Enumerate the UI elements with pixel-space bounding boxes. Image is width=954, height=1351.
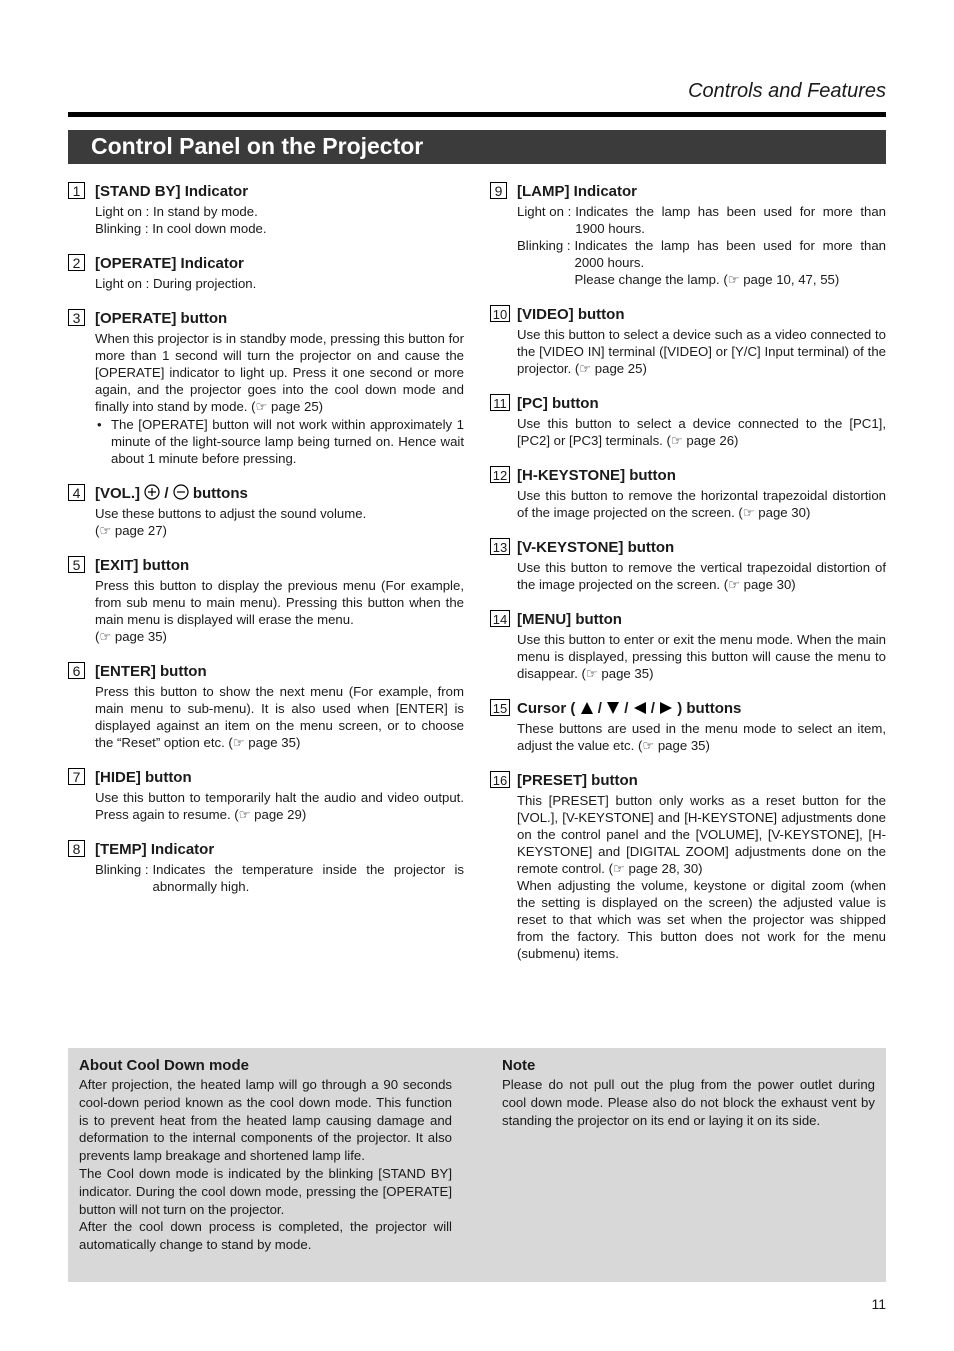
item-title: [ENTER] button xyxy=(95,663,207,680)
note-section xyxy=(502,1056,875,1129)
arrow-left-icon xyxy=(633,701,647,715)
item-title: [PRESET] button xyxy=(517,772,638,789)
item-vol-buttons xyxy=(68,484,464,539)
item-preset-button xyxy=(490,771,886,962)
item-body: This [PRESET] button only works as a reset button for the [VOL.], [V-KEYSTONE] and [H-KEYSTONE] adjustments done on the control panel and the [VOLUME], [V-KEYSTONE], [H-KEYSTONE] and [DIGITAL ZOOM] adjustments done on the remote control. (☞ page 28, 30) When adjusting the volume, keystone or digital zoom (when the setting is displayed on the screen) the adjusted value is reset to that which was set when the projector was shipped from the factory. This button does not work for the menu (submenu) items. xyxy=(517,793,886,961)
item-body: Use this button to select a device such as a video connected to the [VIDEO IN] terminal ([VIDEO] or [Y/C] Input terminal) of the projector. (☞ page 25) xyxy=(517,327,886,376)
cool-down-section xyxy=(79,1056,452,1254)
item-number: 10 xyxy=(490,305,510,322)
item-number: 14 xyxy=(490,610,510,627)
arrow-down-icon xyxy=(606,701,620,715)
item-standby-indicator xyxy=(68,182,464,237)
item-v-keystone-button xyxy=(490,538,886,593)
item-lamp-indicator xyxy=(490,182,886,288)
item-row: Blinking : Indicates the lamp has been used for more than 2000 hours. Please change the lamp. (☞ page 10, 47, 55) xyxy=(517,238,886,287)
minus-circle-icon xyxy=(173,484,189,500)
item-title: [HIDE] button xyxy=(95,769,192,786)
item-body: Use this button to remove the horizontal trapezoidal distortion of the image projected on the screen. (☞ page 30) xyxy=(517,488,886,520)
item-exit-button xyxy=(68,556,464,645)
item-h-keystone-button xyxy=(490,466,886,521)
item-enter-button xyxy=(68,662,464,751)
item-title: [STAND BY] Indicator xyxy=(95,183,249,200)
item-title: [MENU] button xyxy=(517,611,622,628)
item-body: Light on : In stand by mode. Blinking : In cool down mode. xyxy=(95,204,267,236)
item-body: Use this button to temporarily halt the audio and video output. Press again to resume. (☞ page 29) xyxy=(95,790,464,822)
item-hide-button xyxy=(68,768,464,823)
right-column xyxy=(490,182,886,979)
item-body: Use this button to select a device connected to the [PC1], [PC2] or [PC3] terminals. (☞ page 26) xyxy=(517,416,886,448)
item-body: When this projector is in standby mode, pressing this button for more than 1 second will turn the projector on and cause the [OPERATE] indicator to light up. Press it one second or more again, and the projector goes into the cool down mode and finally into stand by mode. (☞ page 25) xyxy=(95,331,464,414)
item-operate-button xyxy=(68,309,464,467)
item-title: [TEMP] Indicator xyxy=(95,841,215,858)
item-video-button xyxy=(490,305,886,377)
item-title: [OPERATE] button xyxy=(95,310,228,327)
item-number: 13 xyxy=(490,538,510,555)
item-number: 4 xyxy=(68,484,85,501)
bullet-icon: • xyxy=(97,417,102,432)
item-body: Use these buttons to adjust the sound volume. (☞ page 27) xyxy=(95,506,367,538)
arrow-right-icon xyxy=(659,701,673,715)
item-title: [PC] button xyxy=(517,395,599,412)
note-title: Note xyxy=(502,1057,536,1074)
item-title: [VIDEO] button xyxy=(517,306,625,323)
section-title: Controls and Features xyxy=(688,80,886,102)
item-number: 9 xyxy=(490,182,507,199)
item-title: Cursor ( / / / ) buttons xyxy=(517,700,742,717)
item-number: 16 xyxy=(490,771,510,788)
item-number: 7 xyxy=(68,768,85,785)
cool-down-paragraph: After projection, the heated lamp will go through a 90 seconds cool-down period known as the cool down mode. This function is to prevent heat from the heated lamp causing damage and deformation to the internal components of the projector. It also prevents lamp breakage and shortened lamp life. xyxy=(79,1077,452,1164)
cool-down-title: About Cool Down mode xyxy=(79,1057,249,1074)
page-number: 11 xyxy=(871,1296,886,1312)
item-title: [OPERATE] Indicator xyxy=(95,255,244,272)
item-body: Use this button to enter or exit the menu mode. When the main menu is displayed, pressing this button will cause the menu to disappear. (☞ page 35) xyxy=(517,632,886,681)
bullet-note: • The [OPERATE] button will not work within approximately 1 minute of the light-source lamp being turned on. Hence wait about 1 minute before pressing. xyxy=(97,417,464,466)
item-title: [H-KEYSTONE] button xyxy=(517,467,676,484)
item-body: Press this button to show the next menu (For example, from main menu to sub-menu). It is also used when [ENTER] is displayed against an item on the menu screen, or to choose the “Reset” option etc. (☞ page 35) xyxy=(95,684,464,750)
item-cursor-buttons xyxy=(490,699,886,754)
item-body: Light on : During projection. xyxy=(95,276,257,291)
item-number: 1 xyxy=(68,182,85,199)
page-title: Control Panel on the Projector xyxy=(91,133,424,159)
note-text: Please do not pull out the plug from the power outlet during cool down mode. Please also do not block the exhaust vent by standing the projector on its end or laying it on its side. xyxy=(502,1077,875,1128)
item-number: 6 xyxy=(68,662,85,679)
item-number: 15 xyxy=(490,699,510,716)
item-body: Press this button to display the previous menu (For example, from sub menu to main menu). Pressing this button when the main menu is displayed will erase the menu. (☞ page 35) xyxy=(95,578,464,644)
item-pc-button xyxy=(490,394,886,449)
item-row: Light on : Indicates the lamp has been used for more than 1900 hours. xyxy=(517,204,886,236)
item-body: Blinking : Indicates the temperature inside the projector is abnormally high. xyxy=(95,862,464,894)
item-number: 3 xyxy=(68,309,85,326)
arrow-up-icon xyxy=(580,701,594,715)
item-number: 8 xyxy=(68,840,85,857)
item-title: [EXIT] button xyxy=(95,557,190,574)
item-number: 11 xyxy=(490,394,510,411)
item-number: 2 xyxy=(68,254,85,271)
cool-down-paragraph: The Cool down mode is indicated by the blinking [STAND BY] indicator. During the cool down mode, pressing the [OPERATE] button will not turn on the projector. xyxy=(79,1165,452,1217)
item-operate-indicator xyxy=(68,254,464,292)
item-body: Use this button to remove the vertical trapezoidal distortion of the image projected on the screen. (☞ page 30) xyxy=(517,560,886,592)
item-body: These buttons are used in the menu mode to select an item, adjust the value etc. (☞ page 35) xyxy=(517,721,886,753)
item-title: [V-KEYSTONE] button xyxy=(517,539,675,556)
plus-circle-icon xyxy=(144,484,160,500)
cool-down-paragraph: After the cool down process is completed, the projector will automatically change to stand by mode. xyxy=(79,1219,452,1253)
left-column xyxy=(68,182,464,912)
item-title: [LAMP] Indicator xyxy=(517,183,637,200)
item-temp-indicator xyxy=(68,840,464,895)
header-rule xyxy=(68,112,886,117)
item-number: 12 xyxy=(490,466,510,483)
item-number: 5 xyxy=(68,556,85,573)
item-title: [VOL.] / buttons xyxy=(95,485,248,502)
info-box xyxy=(68,1048,886,1282)
item-menu-button xyxy=(490,610,886,682)
page-banner xyxy=(68,130,886,164)
